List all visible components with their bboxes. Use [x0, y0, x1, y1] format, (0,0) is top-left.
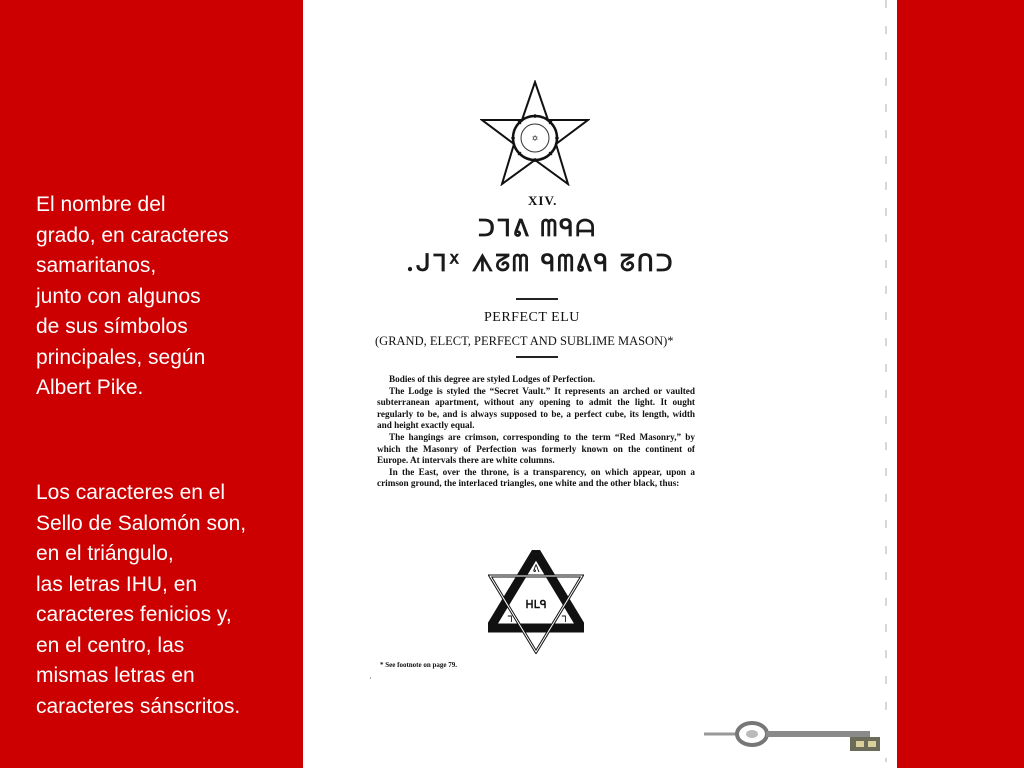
caption-line: de sus símbolos	[36, 315, 188, 338]
samaritan-script-line-1: ᑐᒣᕕ ᗰᑫᗩ	[478, 215, 597, 242]
key-icon	[700, 712, 890, 758]
degree-title: PERFECT ELU	[484, 310, 580, 325]
svg-text:ᒣ: ᒣ	[507, 614, 513, 624]
caption-line: en el triángulo,	[36, 542, 174, 565]
caption-line: Sello de Salomón son,	[36, 511, 247, 535]
svg-text:✡: ✡	[531, 134, 539, 143]
pentagram-emblem-icon	[480, 80, 590, 186]
caption-seal-characters	[36, 478, 246, 722]
caption-line: Los caracteres en el	[36, 481, 226, 504]
document-body	[377, 374, 695, 490]
left-panel	[0, 0, 303, 768]
caption-line: Albert Pike.	[36, 376, 144, 399]
degree-number: XIV.	[528, 193, 558, 208]
samaritan-script-line-2: .ᒍᒣᕽ ᗑᘔᗰ ᑫᗰᕕᑫ ᘔᑎᑐ	[406, 250, 675, 277]
divider-rule	[516, 356, 558, 358]
footnote: * See footnote on page 79.	[380, 661, 457, 669]
page-speck: ·	[369, 674, 372, 683]
svg-text:ᕼᒪᑫ: ᕼᒪᑫ	[525, 598, 547, 611]
svg-text:ᕕ: ᕕ	[532, 564, 540, 575]
caption-line: las letras IHU, en	[36, 572, 198, 596]
body-paragraph: The hangings are crimson, corresponding to the term “Red Masonry,” by which the Masonry of Perfection was formerly known on the continent of Europe. At intervals there are white columns.	[377, 431, 695, 466]
caption-line: en el centro, las	[36, 633, 185, 657]
seal-of-solomon-icon	[488, 550, 584, 654]
caption-line: principales, según	[36, 345, 206, 369]
caption-line: caracteres fenicios y,	[36, 603, 232, 626]
body-paragraph: The Lodge is styled the “Secret Vault.” It represents an arched or vaulted subterranean apartment, without any opening to admit the light. It ought regularly to be, and is always supposed to be, a perfect cube, its length, width and height exactly equal.	[377, 385, 695, 431]
caption-line: mismas letras en	[36, 664, 195, 687]
caption-line: caracteres sánscritos.	[36, 694, 241, 718]
caption-degree-name	[36, 190, 229, 404]
body-paragraph: In the East, over the throne, is a transparency, on which appear, upon a crimson ground, the interlaced triangles, one white and the other black, thus:	[377, 466, 695, 489]
scanned-page	[303, 0, 897, 768]
caption-line: junto con algunos	[36, 284, 201, 308]
body-paragraph: Bodies of this degree are styled Lodges of Perfection.	[389, 374, 596, 384]
degree-subtitle: (GRAND, ELECT, PERFECT AND SUBLIME MASON)*	[375, 334, 674, 348]
right-panel	[897, 0, 1024, 768]
caption-line: samaritanos,	[36, 254, 157, 277]
svg-text:ᒣ: ᒣ	[561, 614, 567, 624]
document-content	[303, 0, 897, 768]
caption-line: El nombre del	[36, 193, 166, 216]
divider-rule	[516, 298, 558, 300]
caption-line: grado, en caracteres	[36, 223, 229, 247]
